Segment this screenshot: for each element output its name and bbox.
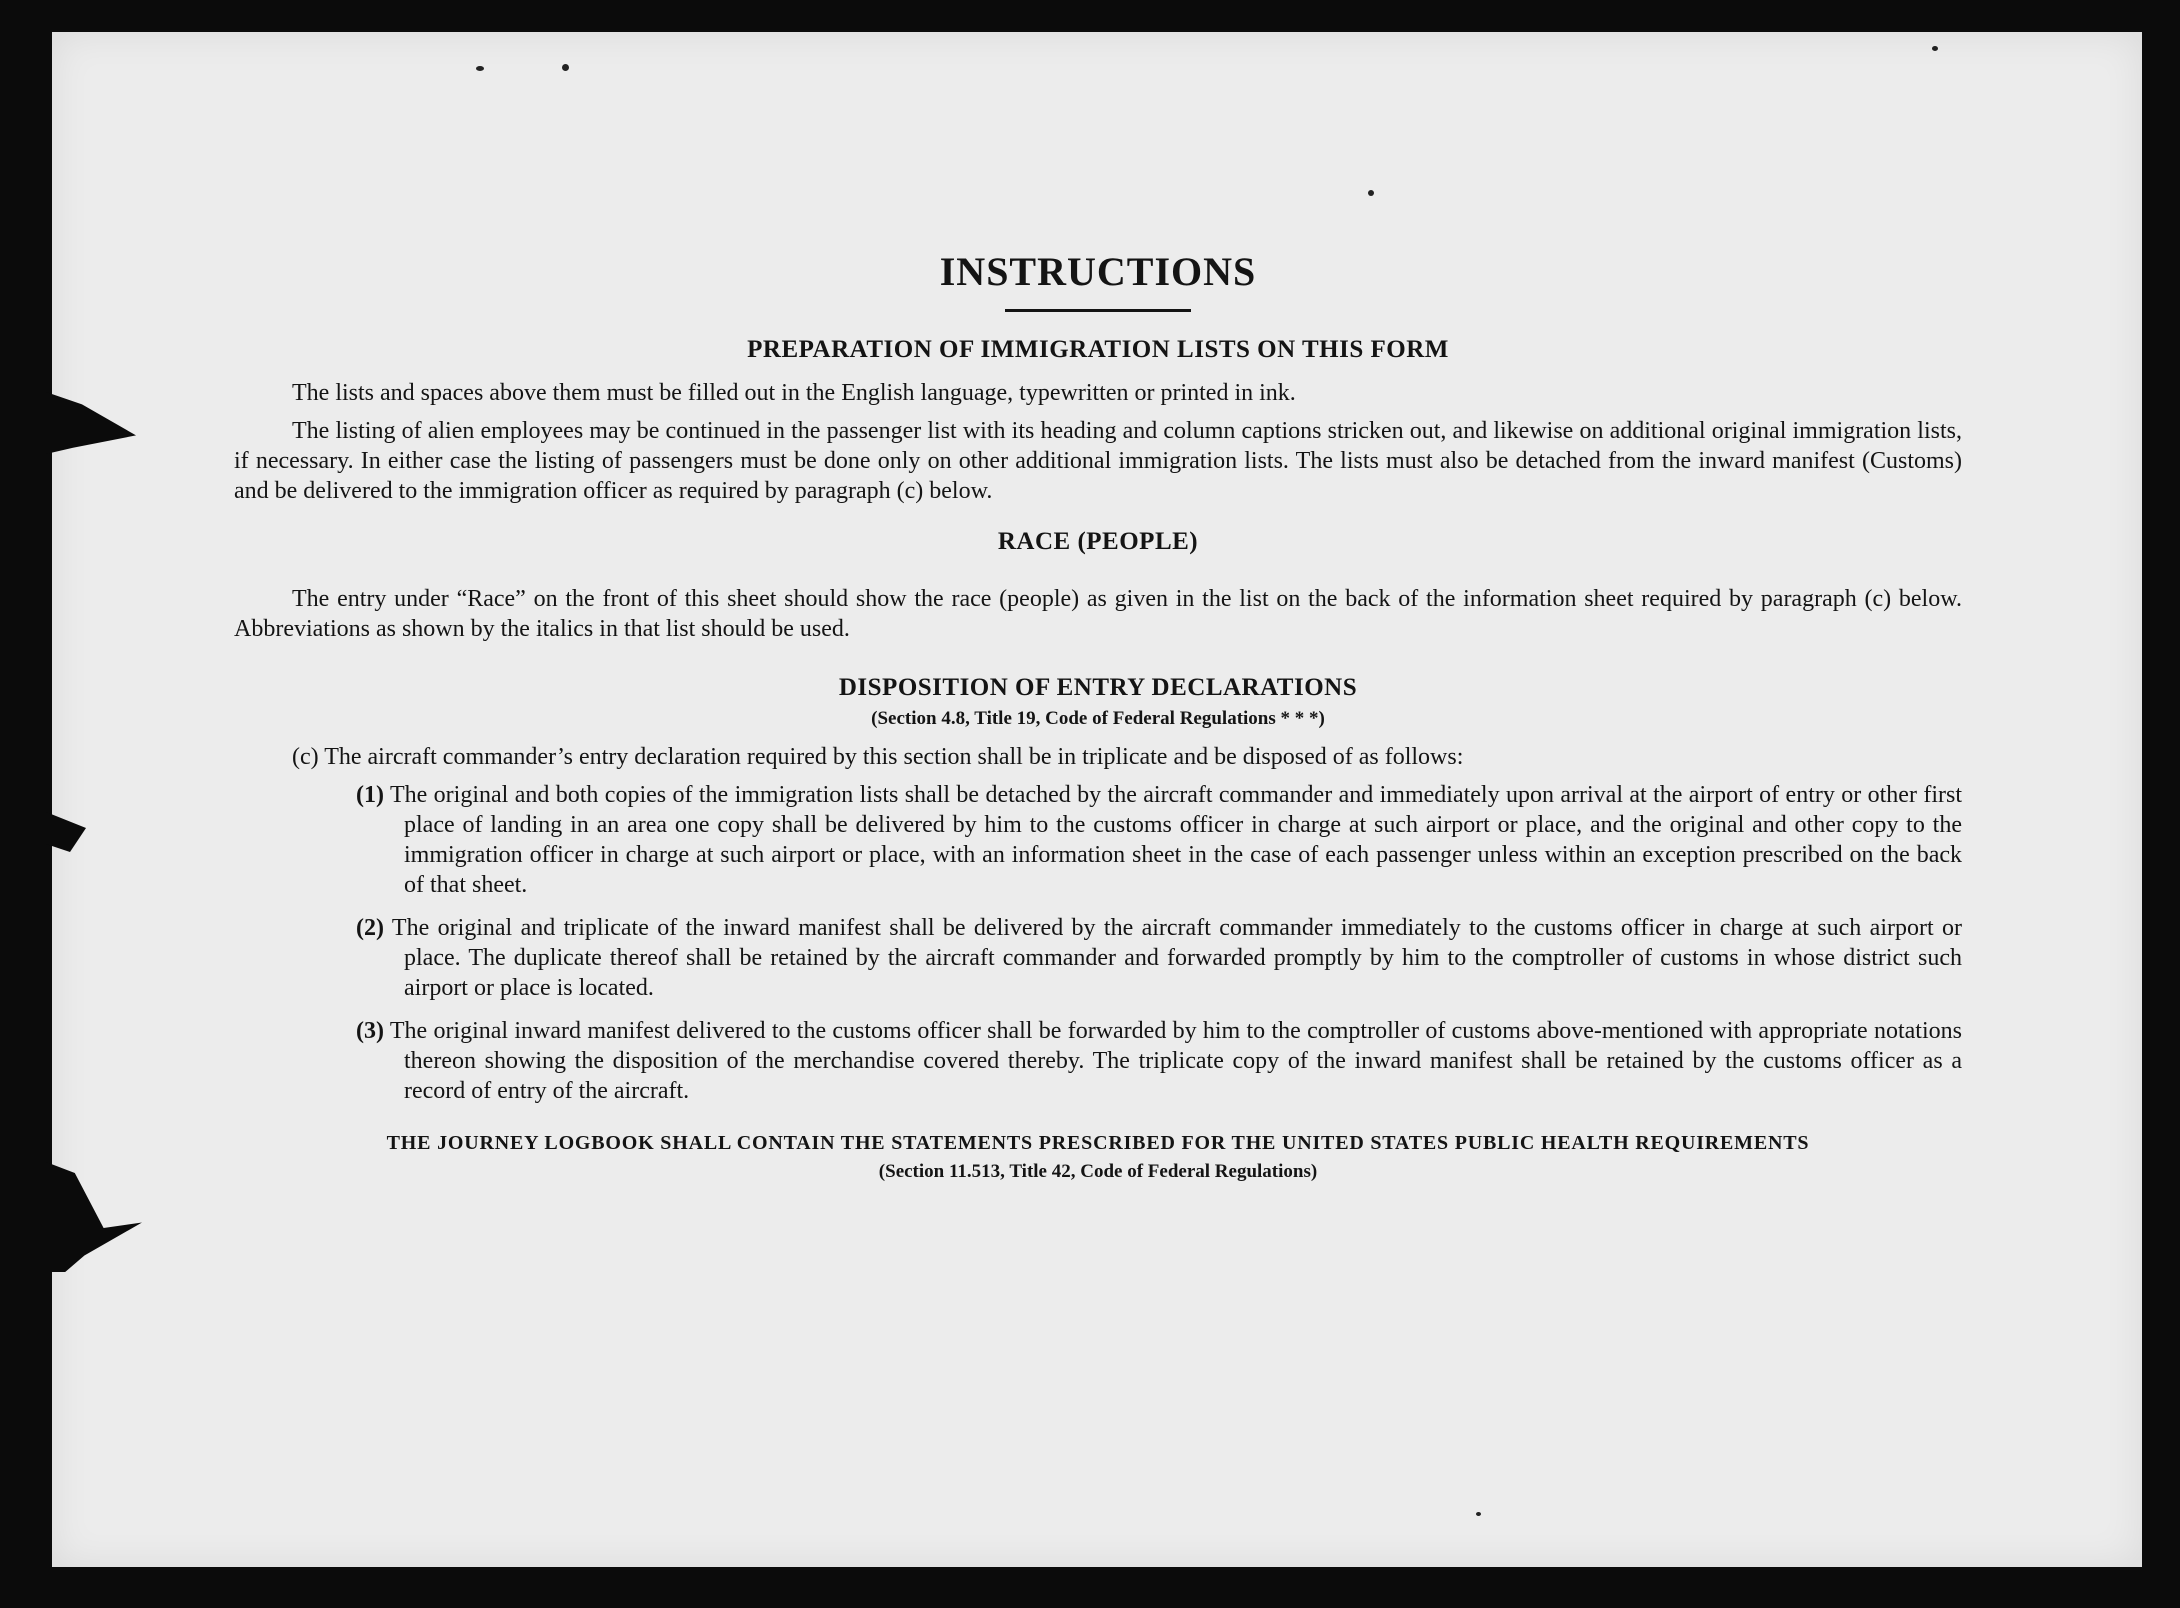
page-title: INSTRUCTIONS: [939, 249, 1257, 294]
public-health-citation: (Section 11.513, Title 42, Code of Federal Regulations): [878, 1161, 1318, 1182]
list-item: [234, 913, 1962, 1003]
list-item: [234, 780, 1962, 900]
section-heading-race: RACE (PEOPLE): [997, 528, 1199, 555]
torn-edge-mark: [46, 392, 136, 454]
list-item: [234, 1016, 1962, 1106]
list-item-number: (1): [356, 782, 384, 808]
instructions-content: [234, 248, 1962, 1183]
scan-speck: [476, 66, 484, 71]
scan-speck: [1932, 46, 1938, 51]
list-item-text: The original and triplicate of the inward manifest shall be delivered by the aircraft commander immediately to the customs officer in charge at such airport or place. The duplicate thereof shall be retained by the aircraft commander and forwarded promptly by him to the comptroller of customs in whose district such airport or place is located.: [391, 915, 1962, 1001]
list-item-number: (3): [356, 1018, 384, 1044]
disposition-citation: (Section 4.8, Title 19, Code of Federal Regulations * * *): [871, 708, 1325, 729]
section-heading-disposition: DISPOSITION OF ENTRY DECLARATIONS: [838, 674, 1358, 701]
scan-speck: [562, 64, 569, 71]
scan-speck: [1368, 190, 1374, 196]
race-paragraph: The entry under “Race” on the front of this sheet should show the race (people) as given in the list on the back of the information sheet required by paragraph (c) below. Abbreviations as shown by the italics in that list should be used.: [234, 586, 1962, 642]
list-item-number: (2): [356, 915, 384, 941]
scan-speck: [1476, 1512, 1481, 1516]
disposition-intro: (c) The aircraft commander’s entry declaration required by this section shall be in triplicate and be disposed of as follows:: [292, 744, 1464, 770]
section-heading-preparation: PREPARATION OF IMMIGRATION LISTS ON THIS FORM: [747, 336, 1449, 363]
torn-edge-mark: [46, 1162, 142, 1272]
public-health-footer: THE JOURNEY LOGBOOK SHALL CONTAIN THE STATEMENTS PRESCRIBED FOR THE UNITED STATES PUBLIC HEALTH REQUIREMENTS: [386, 1132, 1810, 1154]
preparation-paragraph-2: The listing of alien employees may be continued in the passenger list with its heading and column captions stricken out, and likewise on additional original immigration lists, if necessary. In either case the listing of passengers must be done only on other additional immigration lists. The lists must also be detached from the inward manifest (Customs) and be delivered to the immigration officer as required by paragraph (c) below.: [234, 418, 1962, 504]
list-item-text: The original and both copies of the immigration lists shall be detached by the aircraft commander and immediately upon arrival at the airport of entry or other first place of landing in an area one copy shall be delivered by him to the customs officer in charge at such airport or place, and the original and other copy to the immigration officer in charge at such airport or place, with an information sheet in the case of each passenger unless within an exception prescribed on the back of that sheet.: [389, 782, 1962, 898]
title-underline: [1005, 309, 1191, 312]
preparation-paragraph-1: The lists and spaces above them must be filled out in the English language, typewritten or printed in ink.: [292, 380, 1296, 406]
list-item-text: The original inward manifest delivered to the customs officer shall be forwarded by him to the comptroller of customs above-mentioned with appropriate notations thereon showing the disposition of the merchandise covered thereby. The triplicate copy of the inward manifest shall be retained by the customs officer as a record of entry of the aircraft.: [389, 1018, 1962, 1104]
torn-edge-mark: [46, 812, 86, 852]
